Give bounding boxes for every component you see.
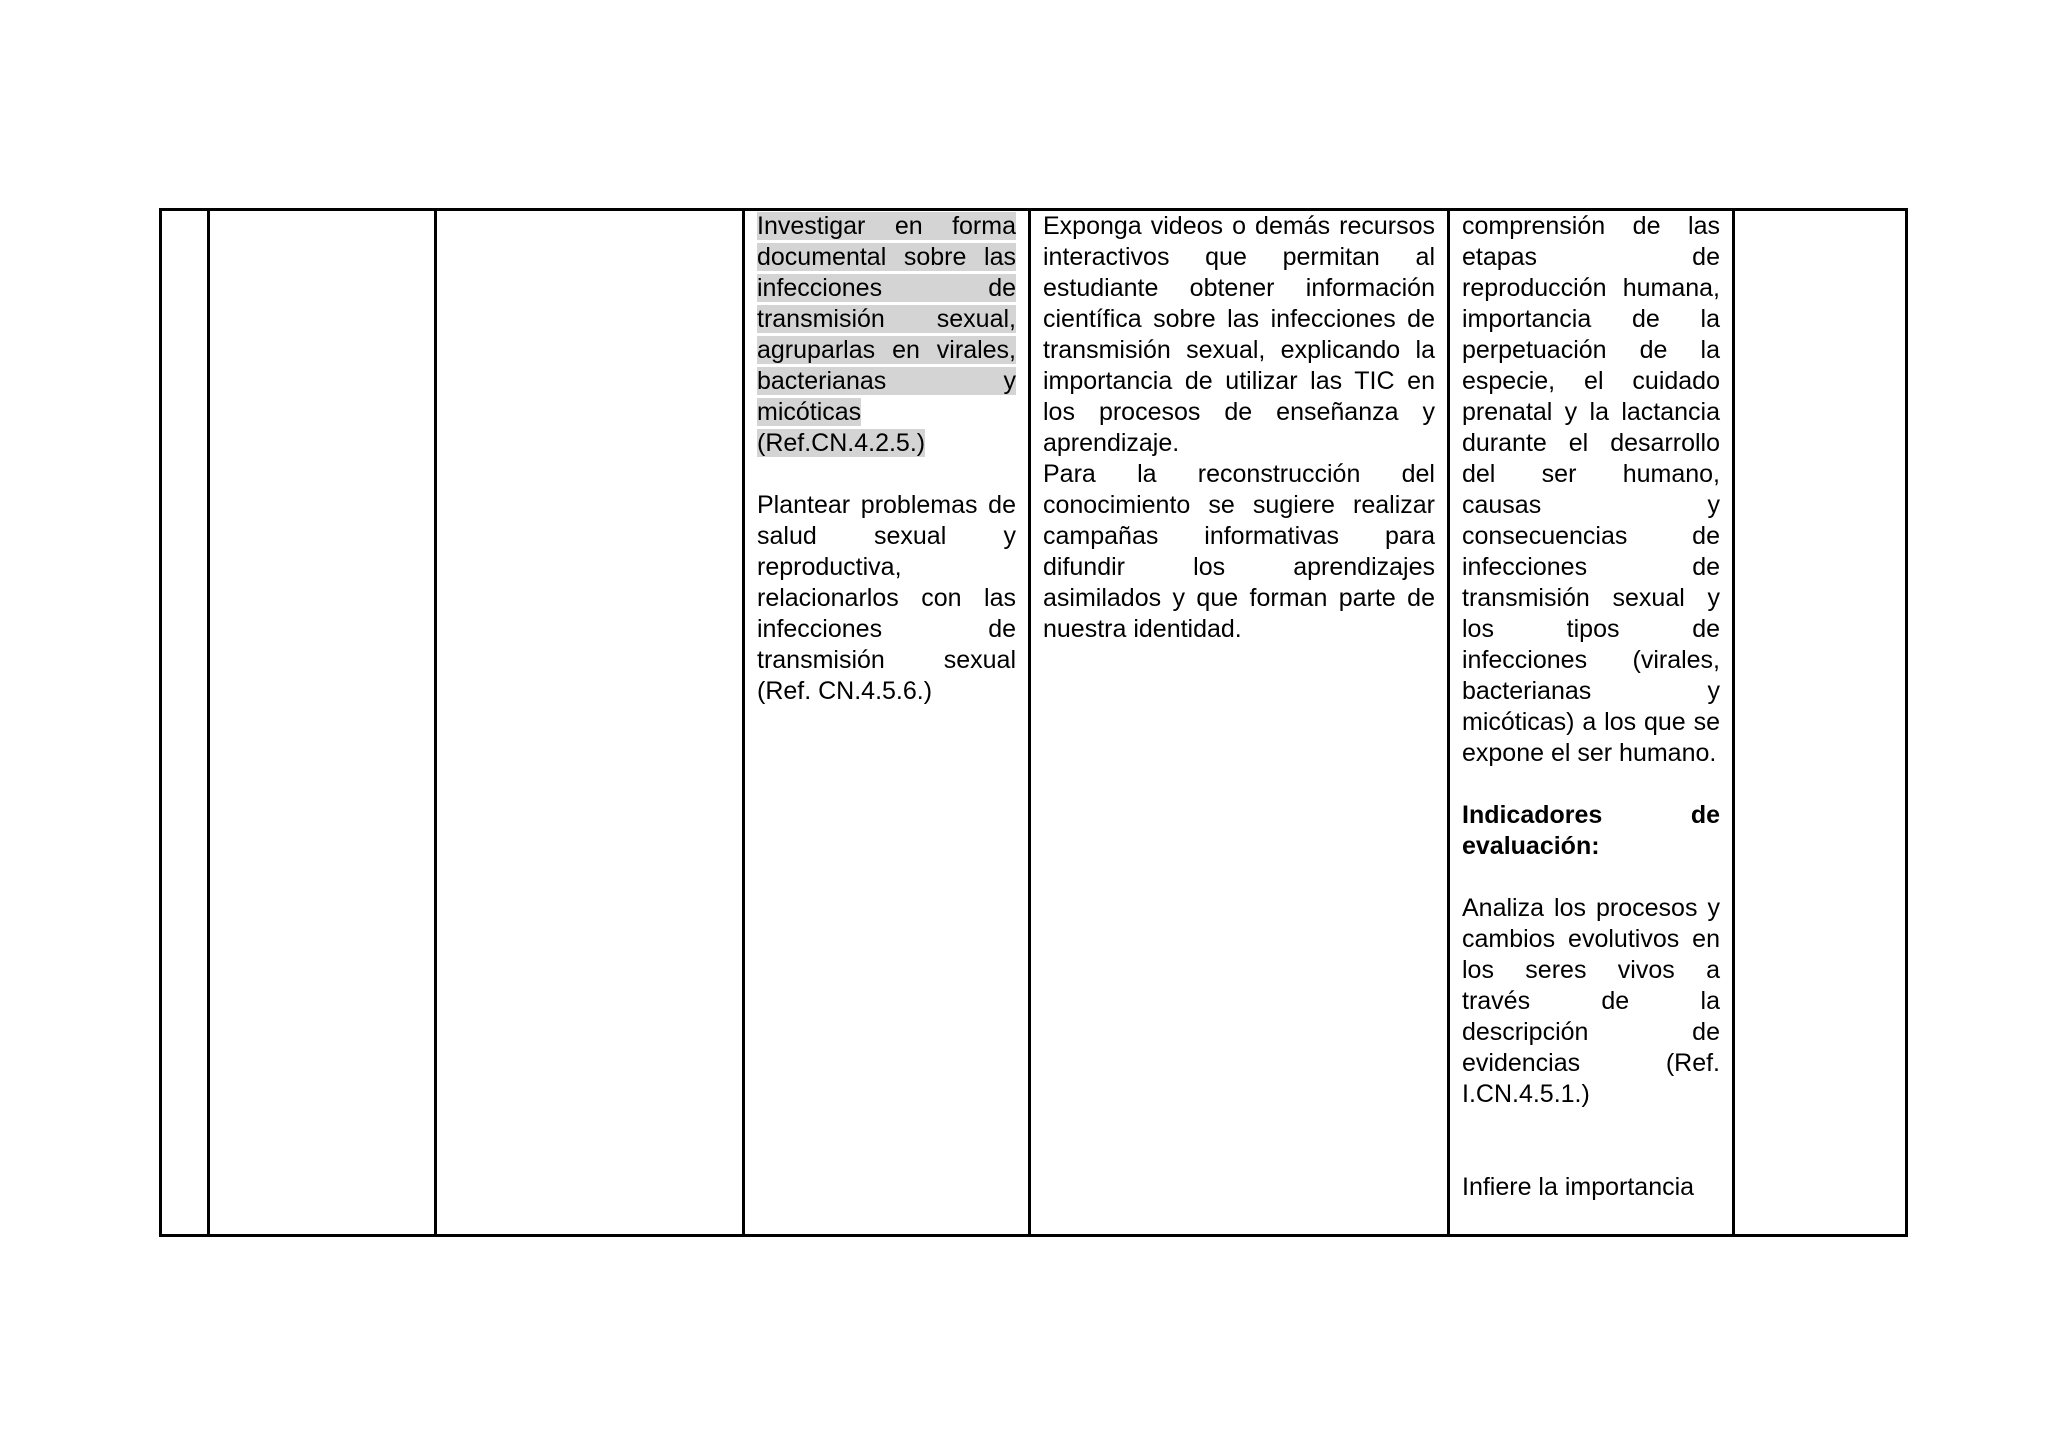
table-row (161, 210, 1907, 1236)
evaluacion-paragraph-1: comprensión de las etapas de reproducción humana, importancia de la perpetuación de la especie, el cuidado prenatal y la lactancia durante el desarrollo del ser humano, causas y consecuencias de infecciones de transmisión sexual y los tipos de infecciones (virales, bacterianas y micóticas) a los que se expone el ser humano. (1462, 212, 1720, 767)
indicadores-heading: Indicadores de evaluación: (1462, 801, 1720, 860)
evaluacion-cell (1449, 210, 1734, 1236)
column-empty-1 (161, 210, 209, 1236)
destreza-text-2: Plantear problemas de salud sexual y reproductiva, relacionarlos con las infecciones de transmisión sexual (757, 491, 1016, 674)
destreza-ref-1: (Ref.CN.4.2.5.) (757, 429, 926, 457)
column-empty-3 (436, 210, 744, 1236)
destreza-paragraph-2 (757, 490, 1016, 707)
indicador-paragraph-2: Infiere la importancia (1462, 1173, 1695, 1201)
destreza-text-1: Investigar en forma documental sobre las infecciones de transmisión sexual, agruparlas en virales, bacterianas y micóticas (757, 212, 1016, 426)
destreza-ref-2: (Ref. CN.4.5.6.) (757, 677, 933, 705)
estrategias-cell (1030, 210, 1449, 1236)
indicador-text-1: Analiza los procesos y cambios evolutivos en los seres vivos a través de la descripción de evidencias (1462, 894, 1720, 1077)
curriculum-table (159, 208, 1908, 1237)
destreza-paragraph-1 (757, 211, 1016, 459)
destrezas-cell (744, 210, 1030, 1236)
column-empty-2 (209, 210, 436, 1236)
indicador-paragraph-1 (1462, 893, 1720, 1110)
estrategia-paragraph-1: Exponga videos o demás recursos interactivos que permitan al estudiante obtener información científica sobre las infecciones de transmisión sexual, explicando la importancia de utilizar las TIC en los procesos de enseñanza y aprendizaje. (1043, 212, 1435, 457)
estrategia-paragraph-2: Para la reconstrucción del conocimiento se sugiere realizar campañas informativas para difundir los aprendizajes asimilados y que forman parte de nuestra identidad. (1043, 460, 1435, 643)
indicador-ref-1: (Ref. I.CN.4.5.1.) (1462, 1049, 1720, 1108)
column-empty-last (1734, 210, 1907, 1236)
